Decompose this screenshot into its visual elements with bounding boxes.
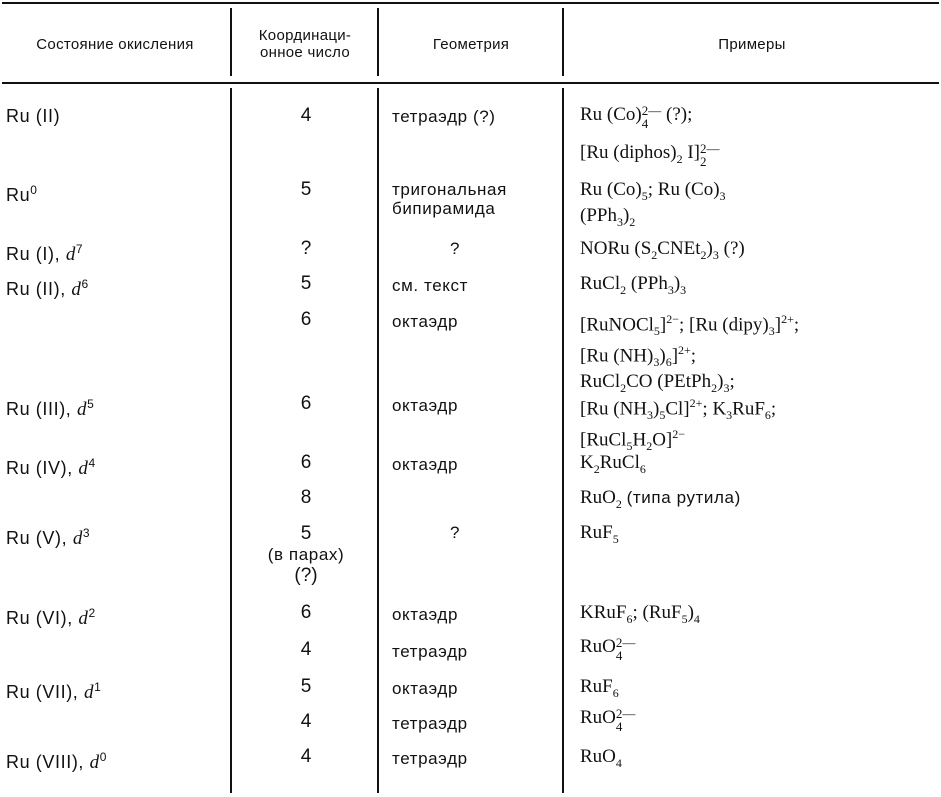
- column-divider-3: [562, 88, 564, 793]
- header-coordination-line1: Координаци-: [258, 27, 352, 44]
- row-1-geometry: тетраэдр (?): [392, 107, 496, 126]
- row-5-geometry: см. текст: [392, 276, 468, 295]
- row-5-cn: 5: [300, 273, 312, 294]
- row-7-geometry: октаэдр: [392, 396, 459, 415]
- row-3-cn: 5: [300, 179, 312, 200]
- header-coordination-line2: онное число: [259, 44, 350, 61]
- row-14-geometry: тетраэдр: [392, 714, 468, 733]
- row-15-geometry: тетраэдр: [392, 749, 468, 768]
- row-11-examples: KRuF$_6$; $(RuF_5)_4$: [580, 602, 700, 626]
- row-11-geometry: октаэдр: [392, 605, 459, 624]
- row-4-geometry: ?: [450, 239, 461, 258]
- row-1-oxidation: Ru (II): [6, 106, 61, 126]
- row-13-geometry: октаэдр: [392, 679, 459, 698]
- row-11-oxidation: Ru (VI), $d^2$: [6, 606, 96, 629]
- row-3-oxidation: Ru$^0$: [6, 183, 38, 205]
- row-10-geometry: ?: [450, 523, 461, 542]
- row-2-examples: [Ru $(diphos)_2$ I] 2— 2: [580, 141, 720, 169]
- row-14-cn: 4: [300, 711, 312, 732]
- row-12-examples: RuO 2— 4: [580, 635, 636, 663]
- row-5-oxidation: Ru (II), $d^6$: [6, 277, 89, 300]
- row-12-geometry: тетраэдр: [392, 642, 468, 661]
- header-divider-3: [562, 8, 564, 76]
- row-9-cn: 8: [300, 487, 312, 508]
- header-geometry: Геометрия: [432, 35, 510, 53]
- row-13-oxidation: Ru (VII), $d^1$: [6, 680, 102, 703]
- column-divider-2: [377, 88, 379, 793]
- row-6-cn: 6: [300, 309, 312, 330]
- row-12-cn: 4: [300, 639, 312, 660]
- header-divider-1: [230, 8, 232, 76]
- row-15-oxidation: Ru (VIII), $d^0$: [6, 750, 108, 773]
- row-5-examples: RuCl$_2$ $(PPh_3)_3$: [580, 273, 687, 297]
- row-9-examples: RuO$_2$ (типа рутила): [580, 487, 741, 511]
- row-8-oxidation: Ru (IV), $d^4$: [6, 456, 96, 479]
- row-1-cn: 4: [300, 105, 312, 126]
- row-4-cn: ?: [300, 238, 312, 259]
- header-oxidation-state: Состояние окисления: [36, 35, 194, 53]
- row-1-examples: Ru (Co) 2— 4 (?);: [580, 103, 693, 131]
- row-14-examples: RuO 2— 4: [580, 706, 636, 734]
- header-divider-2: [377, 8, 379, 76]
- row-15-examples: RuO$_4$: [580, 746, 622, 770]
- row-10-examples: RuF$_5$: [580, 522, 619, 546]
- column-divider-1: [230, 88, 232, 793]
- row-8-examples: $K_2RuCl_6$: [580, 452, 646, 476]
- row-6-examples: [RuNOCl$_5$]$^{2-}$; [Ru $(dipy)_3]^{2+}$; [Ru $(NH)_3)_6]^{2+}$; RuCl$_2$CO $(PEtPh_2)_3$;: [580, 312, 800, 396]
- row-4-oxidation: Ru (I), $d^7$: [6, 242, 84, 265]
- row-15-cn: 4: [300, 746, 312, 767]
- row-8-geometry: октаэдр: [392, 455, 459, 474]
- row-11-cn: 6: [300, 602, 312, 623]
- header-examples: Примеры: [718, 35, 786, 53]
- row-7-cn: 6: [300, 393, 312, 414]
- row-8-cn: 6: [300, 452, 312, 473]
- row-4-examples: NORu $(S_2CNEt_2)_3$ (?): [580, 238, 745, 262]
- table-top-rule: [2, 2, 939, 4]
- header-bottom-rule: [2, 82, 939, 84]
- row-7-examples: [Ru $(NH_3)_5Cl]^{2+}$; $K_3RuF_6$; $[RuCl_5H_2O]^{2-}$: [580, 396, 777, 454]
- row-6-geometry: октаэдр: [392, 312, 459, 331]
- row-13-examples: RuF$_6$: [580, 676, 619, 700]
- row-10-cn: 5 (в парах) (?): [267, 523, 345, 586]
- row-10-oxidation: Ru (V), $d^3$: [6, 526, 91, 549]
- row-13-cn: 5: [300, 676, 312, 697]
- row-3-examples: Ru $(Co)_5$; Ru $(Co)_3$ $(PPh_3)_2$: [580, 179, 726, 229]
- row-7-oxidation: Ru (III), $d^5$: [6, 397, 95, 420]
- row-3-geometry: тригональная бипирамида: [392, 180, 507, 218]
- header-coordination-number: [234, 8, 376, 80]
